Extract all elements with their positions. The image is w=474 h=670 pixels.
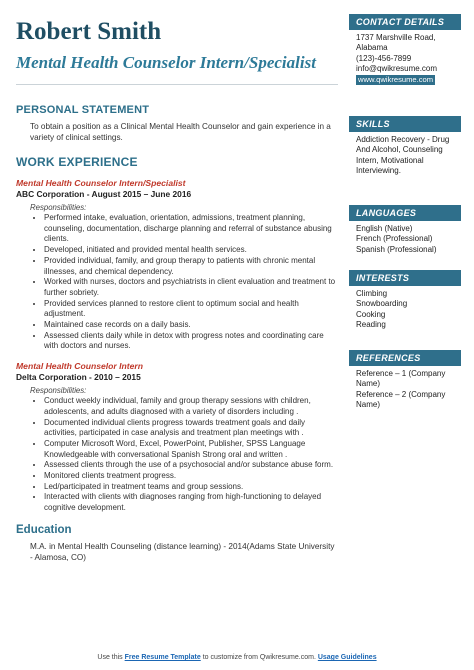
footer — [0, 654, 474, 661]
website-link[interactable]: www.qwikresume.com — [358, 75, 434, 85]
candidate-name: Robert Smith — [16, 18, 162, 45]
list-item: • Interacted with clients with diagnoses ranging from high-functioning to delayed cognitive development. — [44, 492, 338, 513]
sidebar — [349, 14, 461, 654]
list-item: • Performed intake, evaluation, orientation, admissions, treatment planning, counseling, documentation, discharge planning and referral of substance abusing clients. — [44, 213, 338, 245]
languages-section — [349, 205, 461, 255]
phone-number: (123)-456-7899 — [356, 53, 412, 63]
list-item: Spanish (Professional) — [356, 244, 437, 254]
list-item: • Worked with nurses, doctors and psychiatrists in client evaluation and treatment to further sobriety. — [44, 277, 338, 298]
personal-statement-heading: PERSONAL STATEMENT — [16, 104, 150, 116]
job-entry — [16, 178, 338, 352]
email-address[interactable]: info@qwikresume.com — [356, 63, 438, 73]
languages-heading: LANGUAGES — [349, 205, 461, 221]
address-line: Alabama — [356, 43, 388, 53]
job-entry — [16, 361, 338, 514]
interests-section — [349, 270, 461, 330]
responsibilities-list — [30, 396, 338, 514]
skills-heading: SKILLS — [349, 116, 461, 132]
list-item: • Provided services planned to restore client to optimum social and health adjustment. — [44, 299, 338, 320]
list-item: • Documented individual clients progress towards treatment goals and daily activities, participated in case analysis and treatment plan meetings with . — [44, 418, 338, 439]
header-divider — [16, 84, 338, 85]
list-item: Cooking — [356, 309, 386, 319]
list-item: Reference – 1 (Company Name) — [356, 369, 446, 389]
skills-text: Addiction Recovery - Drug And Alcohol, Counseling Intern, Motivational Interviewing. — [356, 135, 450, 175]
job-title: Mental Health Counselor Intern/Specialist — [16, 178, 186, 188]
list-item: • Computer Microsoft Word, Excel, PowerPoint, Publisher, SPSS Language Knowledgeable with conversational Spanish Strong oral and written . — [44, 439, 338, 460]
candidate-title: Mental Health Counselor Intern/Specialist — [16, 53, 316, 72]
contact-heading: CONTACT DETAILS — [349, 14, 461, 30]
list-item: • Led/participated in treatment teams and group sessions. — [44, 482, 338, 493]
list-item: • Assessed clients daily while in detox with progress notes and coordinating care with doctors and nurses. — [44, 331, 338, 352]
footer-text: Use this — [97, 654, 125, 661]
personal-statement-text: To obtain a position as a Clinical Mental Health Counselor and gain experience in a variety of clinical settings. — [30, 122, 331, 142]
main-column — [16, 104, 338, 563]
job-company: Delta Corporation - 2010 – 2015 — [16, 372, 141, 383]
list-item: • Maintained case records on a daily basis. — [44, 320, 338, 331]
list-item: Snowboarding — [356, 299, 408, 309]
address-line: 1737 Marshville Road, — [356, 33, 436, 42]
list-item: • Assessed clients through the use of a psychosocial and/or substance abuse form. — [44, 460, 338, 471]
responsibilities-label: Responsibilities: — [30, 203, 87, 212]
work-experience-heading: WORK EXPERIENCE — [16, 155, 138, 169]
list-item: French (Professional) — [356, 234, 433, 244]
usage-guidelines-link[interactable]: Usage Guidelines — [317, 654, 377, 661]
list-item: • Developed, initiated and provided mental health services. — [44, 245, 338, 256]
job-title: Mental Health Counselor Intern — [16, 361, 144, 372]
list-item: • Provided individual, family, and group therapy to patients with chronic mental illnesses, and chemical dependency. — [44, 256, 338, 277]
responsibilities-label: Responsibilities: — [30, 386, 87, 396]
education-heading: Education — [16, 523, 72, 536]
list-item: Reference – 2 (Company Name) — [356, 389, 446, 409]
footer-text: to customize from Qwikresume.com. — [200, 654, 316, 661]
references-section — [349, 350, 461, 410]
interests-heading: INTERESTS — [349, 270, 461, 286]
responsibilities-list — [30, 213, 338, 352]
job-company: ABC Corporation - August 2015 – June 2016 — [16, 189, 192, 199]
education-text: M.A. in Mental Health Counseling (distance learning) - 2014(Adams State University - Alamosa, CO) — [30, 541, 335, 562]
free-template-link[interactable]: Free Resume Template — [124, 654, 201, 661]
references-heading: REFERENCES — [349, 350, 461, 366]
list-item: English (Native) — [356, 224, 413, 233]
contact-section — [349, 14, 461, 85]
skills-section — [349, 116, 461, 176]
list-item: • Monitored clients treatment progress. — [44, 471, 338, 482]
list-item: Reading — [356, 319, 386, 329]
list-item: Climbing — [356, 289, 388, 298]
list-item: • Conduct weekly individual, family and group therapy sessions with children, adolescents, and adults diagnosed with a variety of disorders including . — [44, 396, 338, 417]
